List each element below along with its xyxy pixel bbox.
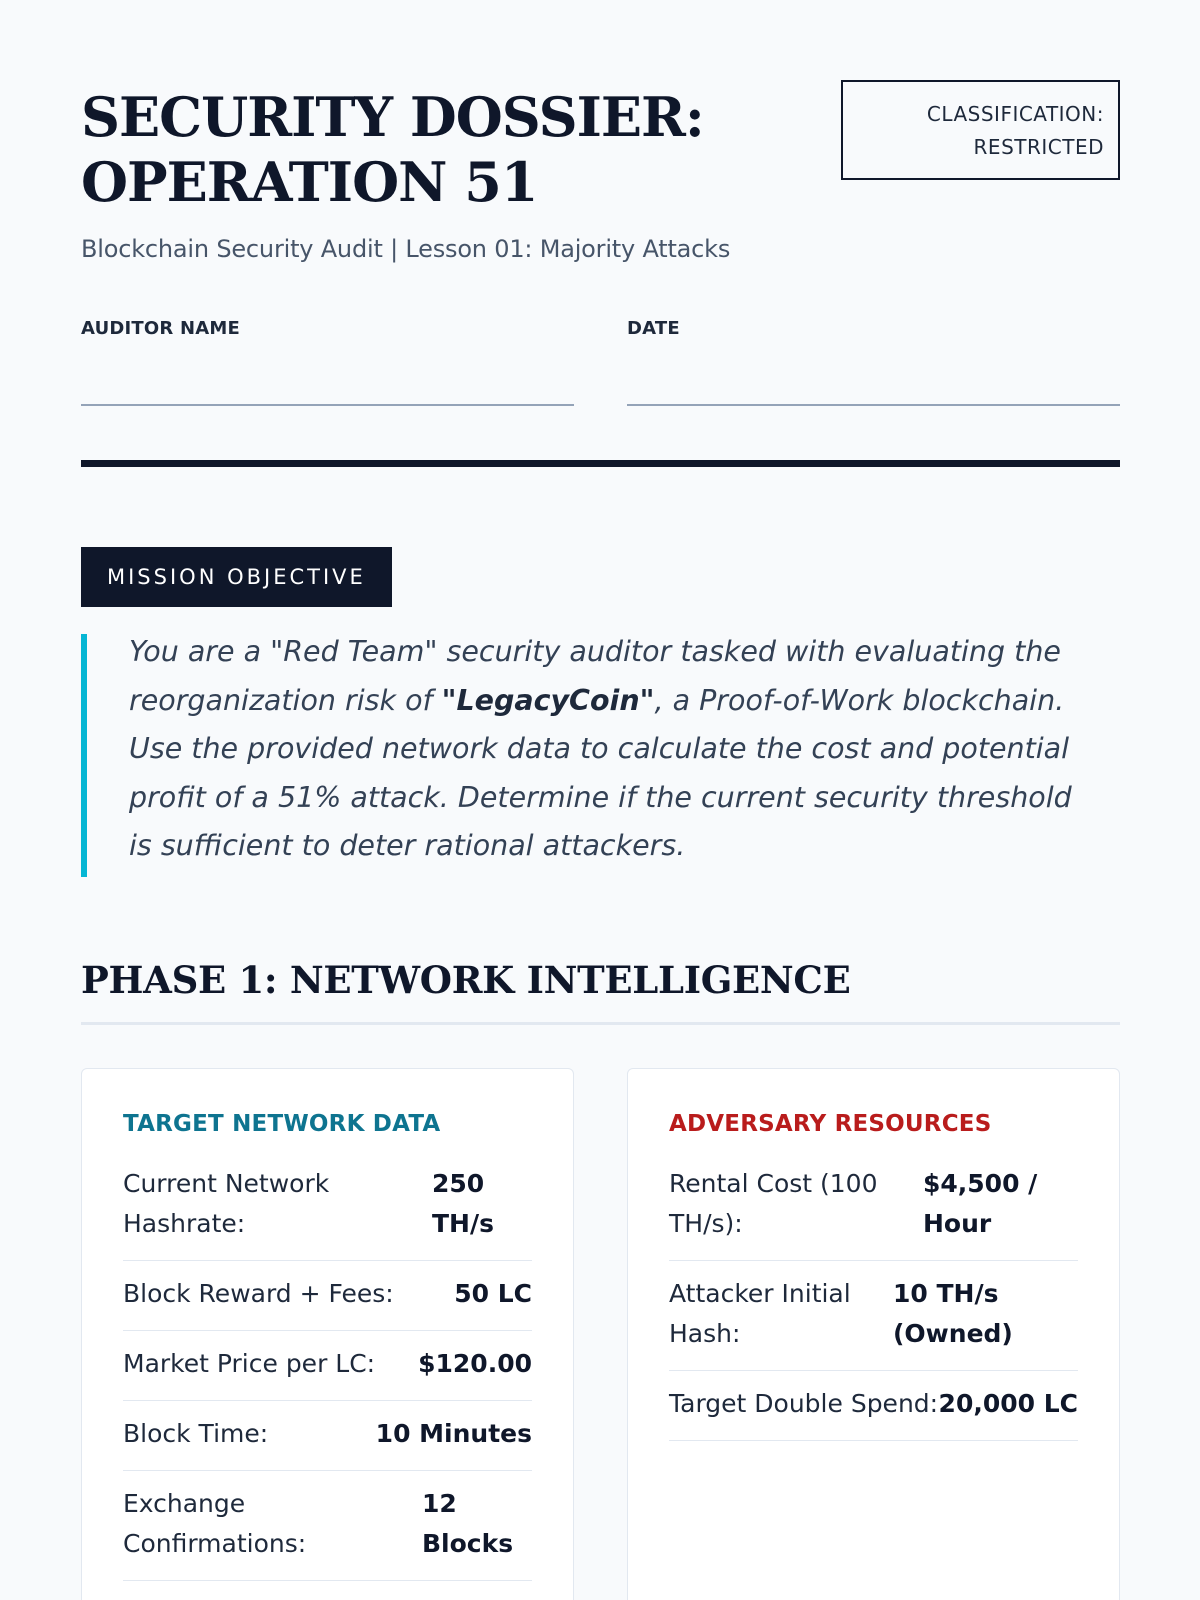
data-row xyxy=(123,1401,532,1471)
adversary-resources-rows xyxy=(669,1151,1078,1441)
adversary-resources-card xyxy=(627,1068,1120,1600)
header xyxy=(81,85,1120,263)
mission-objective-tag: MISSION OBJECTIVE xyxy=(81,547,392,607)
row-label: Block Reward + Fees: xyxy=(123,1279,394,1308)
row-value: $120.00 xyxy=(418,1349,532,1378)
mission-coin-name: "LegacyCoin" xyxy=(441,683,655,717)
row-value: 10 TH/s (Owned) xyxy=(893,1279,1013,1348)
data-row xyxy=(669,1151,1078,1261)
phase1-title: PHASE 1: NETWORK INTELLIGENCE xyxy=(81,958,851,1002)
row-value: 20,000 LC xyxy=(938,1389,1078,1418)
row-label: Rental Cost (100 TH/s): xyxy=(669,1169,878,1238)
row-label: Exchange Confirmations: xyxy=(123,1489,307,1558)
date-field[interactable] xyxy=(627,318,1120,408)
auditor-name-label: AUDITOR NAME xyxy=(81,318,240,339)
mission-text-before: You are a "Red Team" security auditor tasked with evaluating the reorganization risk of xyxy=(129,635,1061,717)
phase1-divider xyxy=(81,1022,1120,1025)
section-divider xyxy=(81,460,1120,467)
auditor-fields xyxy=(81,318,1120,408)
classification-value: RESTRICTED xyxy=(973,135,1104,159)
row-value: 10 Minutes xyxy=(375,1419,532,1448)
auditor-name-line xyxy=(81,404,574,406)
row-label: Block Time: xyxy=(123,1419,269,1448)
target-network-card xyxy=(81,1068,574,1600)
row-label: Target Double Spend: xyxy=(669,1389,939,1418)
data-row xyxy=(669,1371,1078,1441)
row-value: 250 TH/s xyxy=(432,1169,494,1238)
row-value: 50 LC xyxy=(454,1279,532,1308)
data-row xyxy=(123,1331,532,1401)
classification-badge xyxy=(841,80,1120,180)
data-row xyxy=(123,1261,532,1331)
row-value: $4,500 / Hour xyxy=(923,1169,1038,1238)
mission-paragraph xyxy=(129,628,1090,871)
target-network-title: TARGET NETWORK DATA xyxy=(123,1111,441,1137)
data-row xyxy=(669,1261,1078,1371)
page-title xyxy=(81,85,781,215)
page-subtitle: Blockchain Security Audit | Lesson 01: Majority Attacks xyxy=(81,235,731,263)
page-title-line1: SECURITY DOSSIER: xyxy=(81,85,704,149)
row-value: 12 Blocks xyxy=(422,1489,514,1558)
classification-label: CLASSIFICATION: xyxy=(926,102,1104,126)
date-label: DATE xyxy=(627,318,680,339)
mission-text-after: , a Proof-of-Work blockchain. Use the provided network data to calculate the cost and potential profit of a 51% attack. Determine if the current security threshold is sufficient to deter rational attackers. xyxy=(129,683,1072,862)
adversary-resources-title: ADVERSARY RESOURCES xyxy=(669,1111,992,1137)
row-label: Market Price per LC: xyxy=(123,1349,376,1378)
auditor-name-field[interactable] xyxy=(81,318,574,408)
date-line xyxy=(627,404,1120,406)
data-row xyxy=(123,1471,532,1581)
page-title-line2: OPERATION 51 xyxy=(81,150,538,214)
row-label: Current Network Hashrate: xyxy=(123,1169,330,1238)
dossier-page xyxy=(81,0,1120,1600)
data-row xyxy=(123,1151,532,1261)
target-network-rows xyxy=(123,1151,532,1581)
mission-objective-text xyxy=(81,634,1120,877)
row-label: Attacker Initial Hash: xyxy=(669,1279,851,1348)
